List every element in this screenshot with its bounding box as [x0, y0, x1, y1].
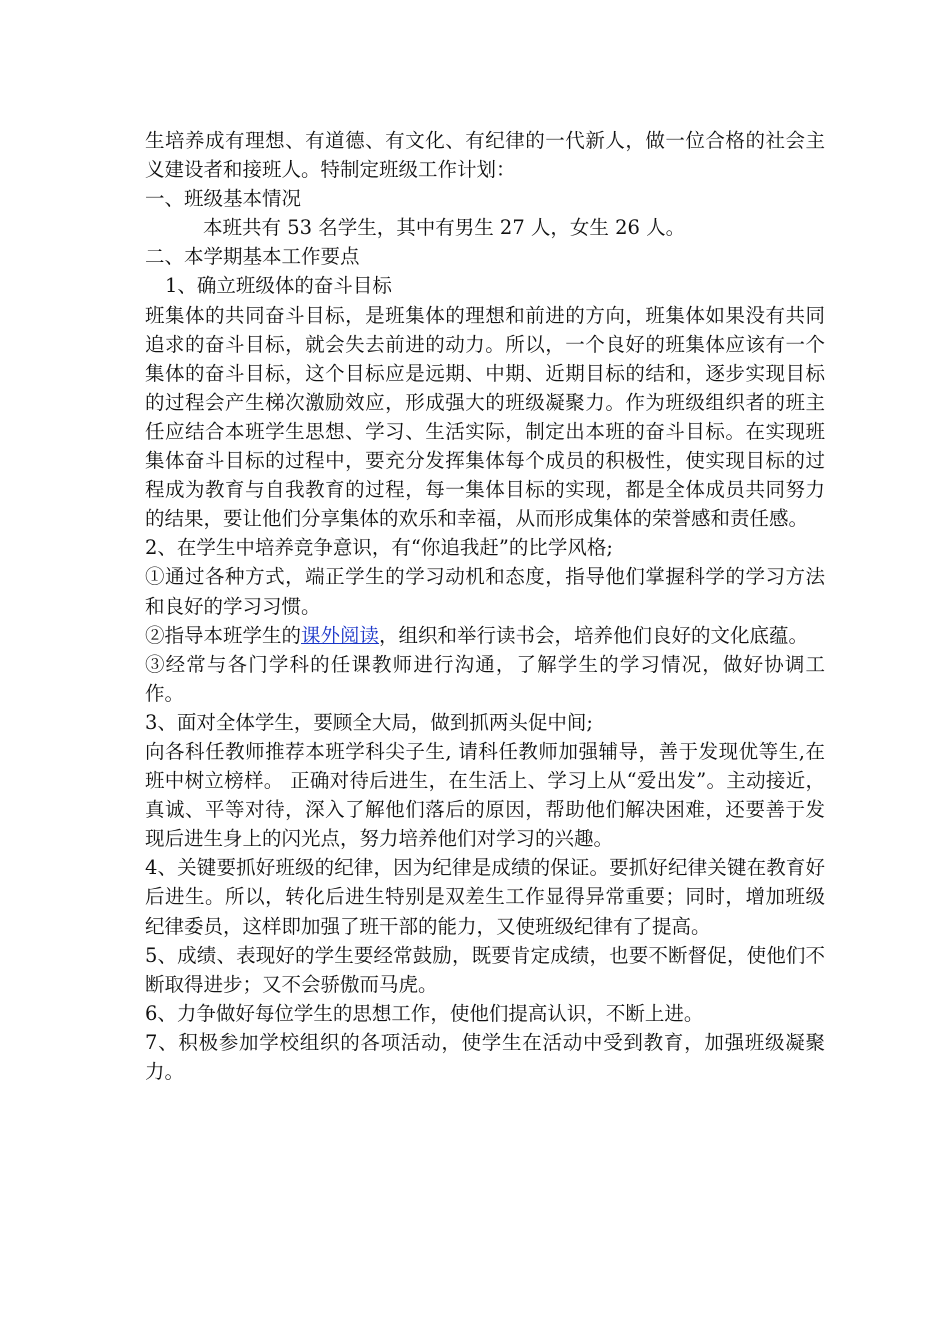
- extracurricular-reading-link[interactable]: 课外阅读: [301, 623, 380, 647]
- item2-point1: ①通过各种方式，端正学生的学习动机和态度，指导他们掌握科学的学习方法和良好的学习习惯。: [145, 565, 825, 618]
- item2-point2: [145, 621, 825, 650]
- document-body: [145, 126, 825, 1086]
- item2-heading: 2、在学生中培养竞争意识，有“你追我赶”的比学风格;: [145, 536, 613, 560]
- section2-heading: 二、本学期基本工作要点: [145, 245, 360, 269]
- item1-heading: 1、确立班级体的奋斗目标: [165, 274, 392, 298]
- item4-paragraph: 4、关键要抓好班级的纪律，因为纪律是成绩的保证。要抓好纪律关键在教育好后进生。所以，转化后进生特别是双差生工作显得异常重要；同时，增加班级纪律委员，这样即加强了班干部的能力，又使班级纪律有了提高。: [145, 856, 825, 938]
- item3-body: 向各科任教师推荐本班学科尖子生, 请科任教师加强辅导，善于发现优等生,在班中树立榜样。 正确对待后进生，在生活上、学习上从“爱出发”。主动接近，真诚、平等对待，深入了解他们落后的原因，帮助他们解决困难，还要善于发现后进生身上的闪光点，努力培养他们对学习的兴趣。: [145, 739, 825, 851]
- item5-paragraph: 5、成绩、表现好的学生要经常鼓励，既要肯定成绩，也要不断督促，使他们不断取得进步；又不会骄傲而马虎。: [145, 943, 825, 996]
- intro-paragraph: 生培养成有理想、有道德、有文化、有纪律的一代新人，做一位合格的社会主义建设者和接班人。特制定班级工作计划：: [145, 129, 825, 182]
- item1-body: 班集体的共同奋斗目标，是班集体的理想和前进的方向，班集体如果没有共同追求的奋斗目标，就会失去前进的动力。所以，一个良好的班集体应该有一个集体的奋斗目标，这个目标应是远期、中期、近期目标的结和，逐步实现目标的过程会产生梯次激励效应，形成强大的班级凝聚力。作为班级组织者的班主任应结合本班学生思想、学习、生活实际，制定出本班的奋斗目标。在实现班集体奋斗目标的过程中，要充分发挥集体每个成员的积极性，使实现目标的过程成为教育与自我教育的过程，每一集体目标的实现，都是全体成员共同努力的结果，要让他们分享集体的欢乐和幸福，从而形成集体的荣誉感和责任感。: [145, 303, 825, 531]
- section1-heading: 一、班级基本情况: [145, 187, 302, 211]
- item2-point3: ③经常与各门学科的任课教师进行沟通，了解学生的学习情况，做好协调工作。: [145, 652, 825, 705]
- item3-heading: 3、面对全体学生，要顾全大局，做到抓两头促中间;: [145, 710, 593, 734]
- item7-paragraph: 7、积极参加学校组织的各项活动，使学生在活动中受到教育，加强班级凝聚力。: [145, 1030, 825, 1083]
- item6-paragraph: 6、力争做好每位学生的思想工作，使他们提高认识，不断上进。: [145, 1001, 704, 1025]
- item2-point2-after: ，组织和举行读书会，培养他们良好的文化底蕴。: [379, 623, 809, 647]
- item2-point2-before: ②指导本班学生的: [145, 623, 302, 647]
- section1-body: 本班共有 53 名学生，其中有男生 27 人，女生 26 人。: [203, 216, 686, 240]
